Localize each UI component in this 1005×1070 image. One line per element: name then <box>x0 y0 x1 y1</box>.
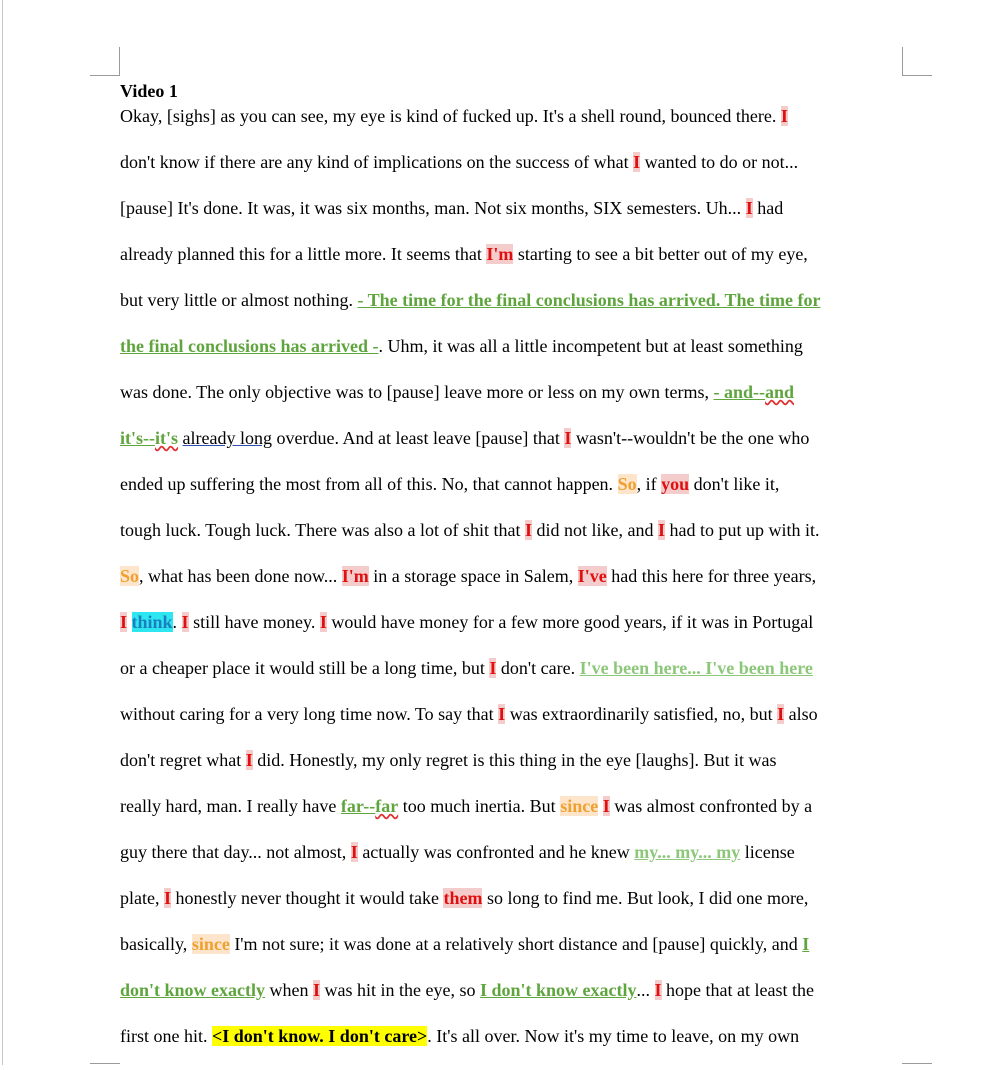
highlight-red: I <box>498 704 506 724</box>
highlight-orange: since <box>560 796 599 816</box>
text-run: or a cheaper place it would still be a long time, but <box>120 658 490 678</box>
text-run: . <box>172 612 182 632</box>
text-line <box>120 518 910 564</box>
highlight-red: I <box>658 520 666 540</box>
page-edge <box>2 0 3 1065</box>
text-run: was hit in the eye, so <box>320 980 481 1000</box>
text-run: honestly never thought it would take <box>171 888 444 908</box>
text-line <box>120 196 910 242</box>
text-run: when <box>265 980 314 1000</box>
text-run: don't like it, <box>689 474 780 494</box>
text-run: without caring for a very long time now. To say that <box>120 704 499 724</box>
text-run: . Uhm, it was all a little incompetent but at least something <box>378 336 803 356</box>
text-run: plate, <box>120 888 164 908</box>
highlight-orange: So <box>617 474 637 494</box>
text-run: don't care. <box>496 658 580 678</box>
highlight-orange: So <box>120 566 140 586</box>
green-underlined-text: far-- <box>340 796 376 816</box>
highlight-red: I'm <box>486 244 514 264</box>
text-run: overdue. And at least leave [pause] that <box>271 428 565 448</box>
highlight-red: I <box>245 750 253 770</box>
crop-mark-top-right <box>902 75 932 76</box>
highlight-red: I'm <box>341 566 369 586</box>
green-underlined-text: I <box>802 934 810 954</box>
highlight-red: I <box>633 152 641 172</box>
highlight-red: I've <box>577 566 607 586</box>
text-line <box>120 104 910 150</box>
document-title: Video 1 <box>120 81 178 101</box>
green-underlined-text: - and-- <box>713 382 766 402</box>
text-run: . It's all over. Now it's my time to leave, on my own <box>427 1026 800 1046</box>
text-run: also <box>784 704 818 724</box>
text-run: would have money for a few more good years, if it was in Portugal <box>326 612 814 632</box>
text-run: don't know if there are any kind of implications on the success of what <box>120 152 634 172</box>
highlight-red: I <box>602 796 610 816</box>
document-body <box>120 78 910 1070</box>
text-line <box>120 748 910 794</box>
text-line <box>120 932 910 978</box>
crop-mark-top-right <box>902 47 903 76</box>
text-line <box>120 840 910 886</box>
text-line <box>120 472 910 518</box>
text-run: was done. The only objective was to [pause] leave more or less on my own terms, <box>120 382 714 402</box>
highlight-red: I <box>780 106 788 126</box>
text-run: actually was confronted and he knew <box>357 842 635 862</box>
text-line <box>120 242 910 288</box>
text-run: hope that at least the <box>661 980 814 1000</box>
text-run: did. Honestly, my only regret is this thing in the eye [laughs]. But it was <box>252 750 777 770</box>
green-underlined-text: the final conclusions has arrived - <box>120 336 379 356</box>
text-run: ... <box>636 980 655 1000</box>
text-run: did not like, and <box>532 520 659 540</box>
spellcheck-flag: far <box>375 796 399 816</box>
text-run: had to put up with it. <box>665 520 820 540</box>
text-run: was extraordinarily satisfied, no, but <box>505 704 778 724</box>
highlight-red: I <box>120 612 128 632</box>
highlight-red: I <box>181 612 189 632</box>
text-run: [pause] It's done. It was, it was six months, man. Not six months, SIX semesters. Uh... <box>120 198 746 218</box>
highlight-red: I <box>564 428 572 448</box>
text-run: , if <box>636 474 662 494</box>
highlight-cyan: think <box>131 612 173 632</box>
highlight-red: them <box>443 888 483 908</box>
text-run: don't regret what <box>120 750 246 770</box>
text-line <box>120 150 910 196</box>
text-line <box>120 334 910 380</box>
text-run: was almost confronted by a <box>609 796 813 816</box>
text-run: wasn't--wouldn't be the one who <box>571 428 810 448</box>
text-run: Okay, [sighs] as you can see, my eye is kind of fucked up. It's a shell round, bounced there. <box>120 106 781 126</box>
text-line <box>120 656 910 702</box>
text-run: guy there that day... not almost, <box>120 842 351 862</box>
text-line <box>120 564 910 610</box>
text-run: had <box>752 198 784 218</box>
crop-mark-top-left <box>119 47 120 76</box>
green-underlined-text: it's-- <box>120 428 155 448</box>
text-run: already planned this for a little more. It seems that <box>120 244 487 264</box>
text-run: basically, <box>120 934 192 954</box>
text-run: wanted to do or not... <box>640 152 799 172</box>
highlight-orange: since <box>191 934 230 954</box>
spellcheck-flag: it's <box>155 428 179 448</box>
grammar-flag: already long <box>182 428 272 448</box>
text-run: ended up suffering the most from all of this. No, that cannot happen. <box>120 474 618 494</box>
text-run: really hard, man. I really have <box>120 796 341 816</box>
text-line <box>120 380 910 426</box>
text-line <box>120 288 910 334</box>
text-run: tough luck. Tough luck. There was also a lot of shit that <box>120 520 526 540</box>
text-run: too much inertia. But <box>398 796 561 816</box>
text-run: still have money. <box>188 612 320 632</box>
highlight-red: I <box>654 980 662 1000</box>
paragraph <box>120 104 910 1070</box>
highlight-red: I <box>777 704 785 724</box>
highlight-red: I <box>163 888 171 908</box>
text-line <box>120 978 910 1024</box>
text-run: so long to find me. But look, I did one more, <box>482 888 809 908</box>
text-run: license <box>740 842 795 862</box>
lightgreen-underlined-text: I've been here... I've been here <box>579 658 813 678</box>
text-run <box>598 796 603 816</box>
text-line <box>120 426 910 472</box>
highlight-red: I <box>745 198 753 218</box>
lightgreen-underlined-text: my... my... my <box>634 842 741 862</box>
green-underlined-text: don't know exactly <box>120 980 266 1000</box>
text-run <box>127 612 132 632</box>
text-line <box>120 610 910 656</box>
crop-mark-top-left <box>90 75 120 76</box>
text-line <box>120 794 910 840</box>
highlight-red: I <box>525 520 533 540</box>
text-line <box>120 886 910 932</box>
highlight-red: I <box>319 612 327 632</box>
text-run: first one hit. <box>120 1026 212 1046</box>
text-run: had this here for three years, <box>606 566 817 586</box>
text-run: I'm not sure; it was done at a relatively short distance and [pause] quickly, and <box>229 934 803 954</box>
highlight-yellow: <I don't know. I don't care> <box>212 1026 428 1046</box>
crop-mark-bottom-left <box>90 1063 120 1064</box>
green-underlined-text: I don't know exactly <box>480 980 637 1000</box>
highlight-red: I <box>489 658 497 678</box>
text-run: , what has been done now... <box>139 566 342 586</box>
green-underlined-text: - The time for the final conclusions has arrived. The time for <box>357 290 821 310</box>
text-line <box>120 1024 910 1070</box>
text-line <box>120 702 910 748</box>
highlight-red: I <box>313 980 321 1000</box>
spellcheck-flag: and <box>765 382 795 402</box>
highlight-red: I <box>350 842 358 862</box>
text-run: in a storage space in Salem, <box>368 566 578 586</box>
text-run: but very little or almost nothing. <box>120 290 358 310</box>
text-run: starting to see a bit better out of my eye, <box>513 244 808 264</box>
highlight-red: you <box>661 474 690 494</box>
